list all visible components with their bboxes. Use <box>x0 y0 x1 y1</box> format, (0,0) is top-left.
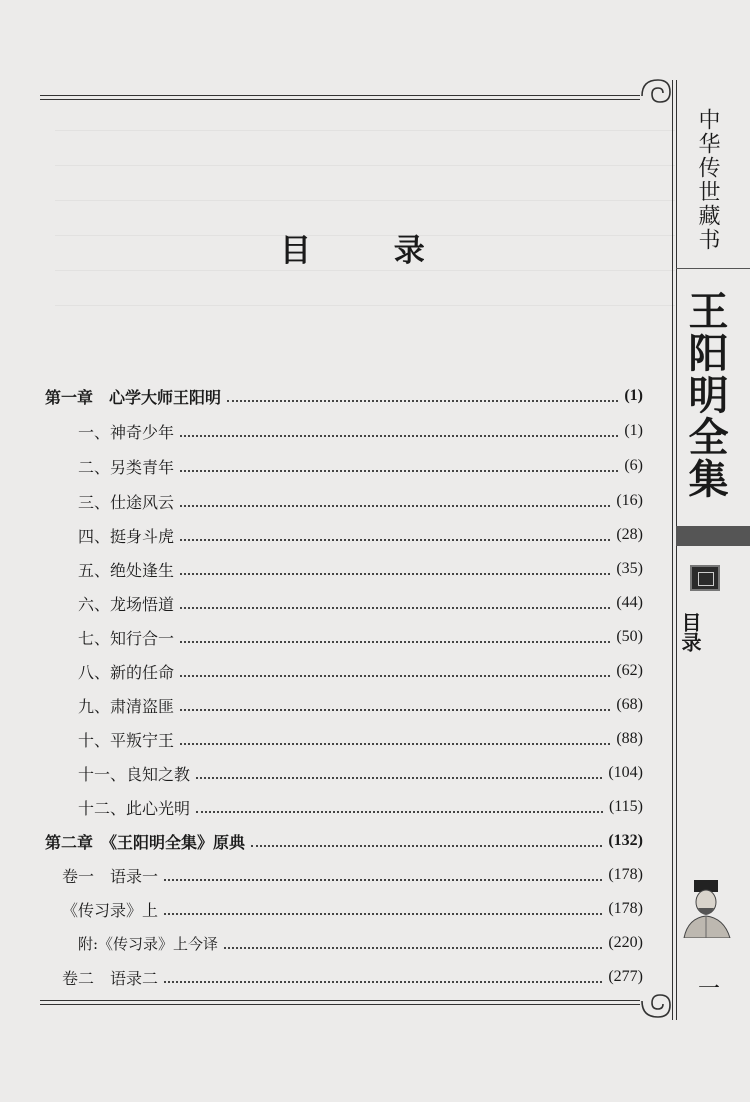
toc-entry[interactable] <box>78 930 643 956</box>
toc-entry-label: 一、神奇少年 <box>78 422 175 442</box>
leader-dots <box>180 433 618 437</box>
show-through-line <box>55 305 675 306</box>
leader-dots <box>180 468 618 472</box>
frame-right-rule <box>672 80 677 1020</box>
toc-entry[interactable] <box>78 794 643 820</box>
leader-dots <box>196 809 603 813</box>
toc-entry[interactable] <box>45 828 643 854</box>
toc-entry-label: 六、龙场悟道 <box>78 594 175 614</box>
page-title: 目 录 <box>280 233 461 269</box>
toc-entry-label: 九、肃清盗匪 <box>78 696 175 716</box>
toc-entry-page: (35) <box>616 560 643 577</box>
toc-entry-label: 二、另类青年 <box>78 457 175 477</box>
toc-entry-label: 四、挺身斗虎 <box>78 526 175 546</box>
page-number: 一 <box>697 977 720 1002</box>
toc-entry-page: (50) <box>616 628 643 645</box>
toc-entry-label: 第二章 《王阳明全集》原典 <box>45 832 246 852</box>
toc-entry-label: 十、平叛宁王 <box>78 730 175 750</box>
toc-entry-label: 卷二 语录二 <box>62 968 159 988</box>
leader-dots <box>180 741 610 745</box>
show-through-line <box>55 270 675 271</box>
leader-dots <box>180 571 610 575</box>
leader-dots <box>196 775 602 779</box>
toc-entry[interactable] <box>78 453 643 479</box>
toc-entry-page: (132) <box>608 832 643 849</box>
leader-dots <box>180 673 610 677</box>
sidebar-divider <box>676 268 750 269</box>
toc-entry[interactable] <box>78 760 643 786</box>
book-title: 王阳明全集 <box>682 290 729 500</box>
toc-entry-page: (6) <box>624 457 643 474</box>
toc-entry-page: (16) <box>616 492 643 509</box>
leader-dots <box>227 398 618 402</box>
toc-entry[interactable] <box>78 624 643 650</box>
toc-entry-label: 三、仕途风云 <box>78 492 175 512</box>
leader-dots <box>180 707 610 711</box>
toc-entry[interactable] <box>78 522 643 548</box>
toc-entry[interactable] <box>78 726 643 752</box>
toc-entry-page: (1) <box>624 387 643 404</box>
leader-dots <box>164 979 602 983</box>
toc-entry[interactable] <box>78 590 643 616</box>
leader-dots <box>180 605 610 609</box>
toc-entry-label: 十二、此心光明 <box>78 798 191 818</box>
show-through-line <box>55 200 675 201</box>
section-label: 目录 <box>678 612 702 652</box>
toc-entry[interactable] <box>62 896 643 922</box>
toc-entry-page: (62) <box>616 662 643 679</box>
frame-bottom-rule <box>40 1000 640 1005</box>
toc-entry[interactable] <box>62 964 643 990</box>
toc-entry-page: (178) <box>608 900 643 917</box>
toc-entry-label: 附:《传习录》上今译 <box>78 934 219 953</box>
show-through-line <box>55 165 675 166</box>
toc-entry[interactable] <box>78 488 643 514</box>
toc-entry-label: 八、新的任命 <box>78 662 175 682</box>
leader-dots <box>180 537 610 541</box>
toc-entry-label: 十一、良知之教 <box>78 764 191 784</box>
leader-dots <box>251 843 602 847</box>
toc-entry-page: (1) <box>624 422 643 439</box>
toc-entry-page: (115) <box>608 798 643 815</box>
series-title: 中华传世藏书 <box>695 108 720 252</box>
toc-entry[interactable] <box>62 862 643 888</box>
toc-entry-label: 七、知行合一 <box>78 628 175 648</box>
toc-entry-page: (178) <box>608 866 643 883</box>
toc-entry-label: 《传习录》上 <box>62 900 159 920</box>
leader-dots <box>180 639 610 643</box>
toc-entry[interactable] <box>78 658 643 684</box>
toc-entry-page: (44) <box>616 594 643 611</box>
toc-entry[interactable] <box>78 556 643 582</box>
toc-entry-label: 第一章 心学大师王阳明 <box>45 387 222 407</box>
toc-entry-label: 五、绝处逢生 <box>78 560 175 580</box>
toc-entry-label: 卷一 语录一 <box>62 866 159 886</box>
leader-dots <box>164 911 602 915</box>
leader-dots <box>224 945 602 949</box>
scholar-portrait-icon <box>682 878 732 938</box>
frame-top-rule <box>40 95 640 100</box>
corner-ornament-icon <box>640 78 674 112</box>
toc-entry[interactable] <box>45 383 643 409</box>
leader-dots <box>180 503 610 507</box>
toc-entry[interactable] <box>78 692 643 718</box>
toc-entry-page: (104) <box>608 764 643 781</box>
seal-stamp-icon <box>690 565 720 591</box>
toc-entry[interactable] <box>78 418 643 444</box>
toc-entry-page: (277) <box>608 968 643 985</box>
toc-entry-page: (88) <box>616 730 643 747</box>
sidebar-band <box>676 526 750 546</box>
show-through-line <box>55 130 675 131</box>
toc-entry-page: (68) <box>616 696 643 713</box>
toc-entry-page: (220) <box>608 934 643 951</box>
toc-entry-page: (28) <box>616 526 643 543</box>
leader-dots <box>164 877 602 881</box>
corner-ornament-icon <box>640 985 674 1019</box>
